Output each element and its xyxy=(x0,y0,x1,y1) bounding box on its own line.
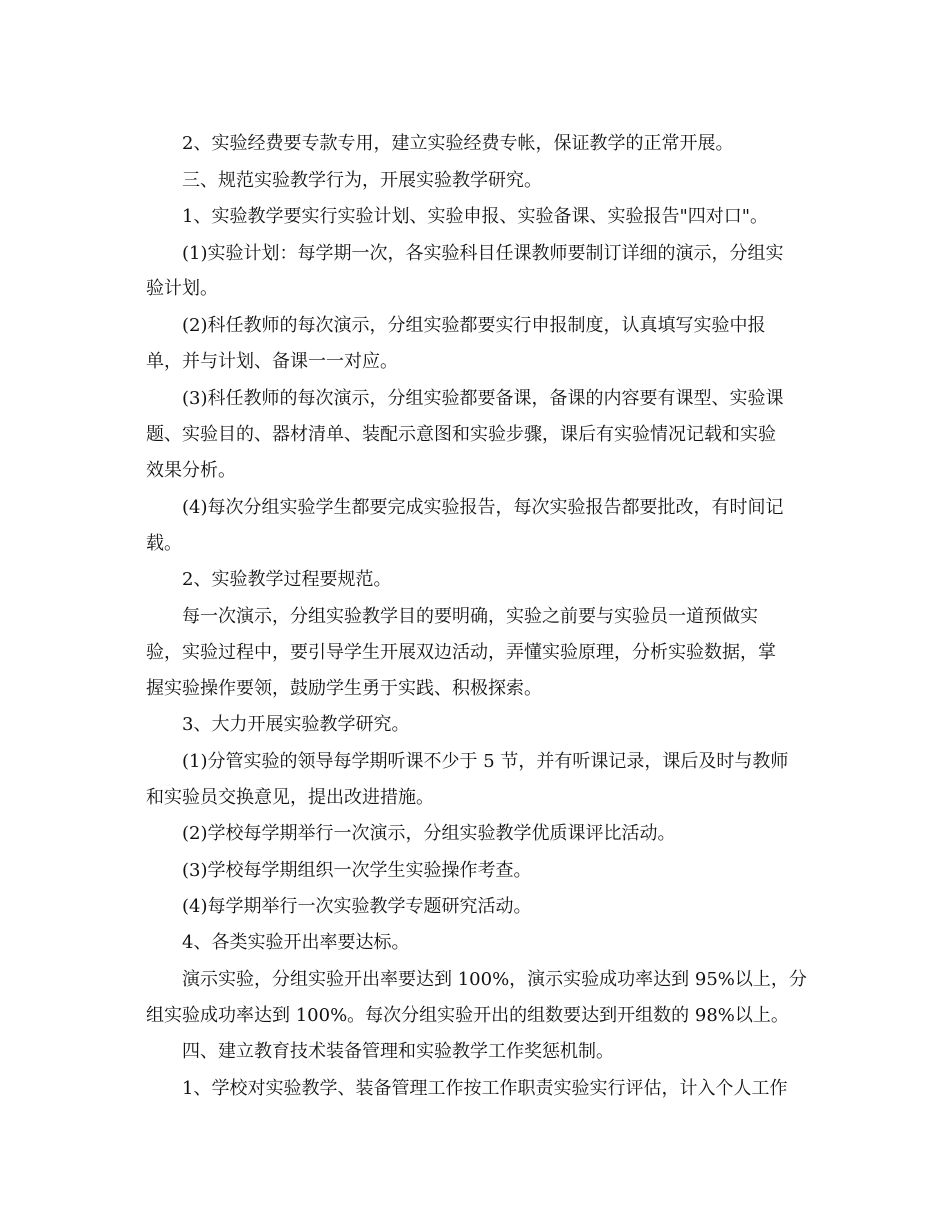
paragraph-line: (4)每次分组实验学生都要完成实验报告，每次实验报告都要批改，有时间记 xyxy=(182,497,784,518)
paragraph-line: 效果分析。 xyxy=(146,460,236,481)
paragraph-line: (4)每学期举行一次实验教学专题研究活动。 xyxy=(182,896,532,917)
paragraph-line: (2)科任教师的每次演示，分组实验都要实行申报制度，认真填写实验中报 xyxy=(182,315,766,336)
paragraph-line: 和实验员交换意见，提出改进措施。 xyxy=(146,787,434,808)
subsection-heading: 4、各类实验开出率要达标。 xyxy=(182,932,410,953)
paragraph-line: 验，实验过程中，要引导学生开展双边活动，弄懂实验原理，分析实验数据，掌 xyxy=(146,642,776,663)
paragraph-line: 单，并与计划、备课一一对应。 xyxy=(146,351,398,372)
paragraph-line: (1)分管实验的领导每学期听课不少于 5 节，并有听课记录，课后及时与教师 xyxy=(182,751,789,772)
paragraph-line: (3)科任教师的每次演示，分组实验都要备课，备课的内容要有课型、实验课 xyxy=(182,388,784,409)
paragraph-line: 载。 xyxy=(146,533,182,554)
subsection-heading: 3、大力开展实验教学研究。 xyxy=(182,714,410,735)
paragraph-line: 演示实验，分组实验开出率要达到 100%，演示实验成功率达到 95%以上，分 xyxy=(182,969,807,990)
section-heading: 三、规范实验教学行为，开展实验教学研究。 xyxy=(182,170,542,191)
paragraph-line: 组实验成功率达到 100%。每次分组实验开出的组数要达到开组数的 98%以上。 xyxy=(146,1005,789,1026)
paragraph-line: (2)学校每学期举行一次演示，分组实验教学优质课评比活动。 xyxy=(182,823,676,844)
paragraph-line: 验计划。 xyxy=(146,278,218,299)
subsection-heading: 1、实验教学要实行实验计划、实验申报、实验备课、实验报告"四对口"。 xyxy=(182,206,769,227)
paragraph-line: 每一次演示，分组实验教学目的要明确，实验之前要与实验员一道预做实 xyxy=(182,606,758,627)
paragraph-line: 握实验操作要领，鼓励学生勇于实践、积极探索。 xyxy=(146,678,542,699)
paragraph-line: 2、实验经费要专款专用，建立实验经费专帐，保证教学的正常开展。 xyxy=(182,133,734,154)
subsection-heading: 2、实验教学过程要规范。 xyxy=(182,569,392,590)
paragraph-line: 题、实验目的、器材清单、装配示意图和实验步骤，课后有实验情况记载和实验 xyxy=(146,424,776,445)
section-heading: 四、建立教育技术装备管理和实验教学工作奖惩机制。 xyxy=(182,1041,614,1062)
paragraph-line: (3)学校每学期组织一次学生实验操作考查。 xyxy=(182,860,532,881)
paragraph-line: 1、学校对实验教学、装备管理工作按工作职责实验实行评估，计入个人工作 xyxy=(182,1078,788,1099)
paragraph-line: (1)实验计划：每学期一次，各实验科目任课教师要制订详细的演示，分组实 xyxy=(182,243,784,264)
